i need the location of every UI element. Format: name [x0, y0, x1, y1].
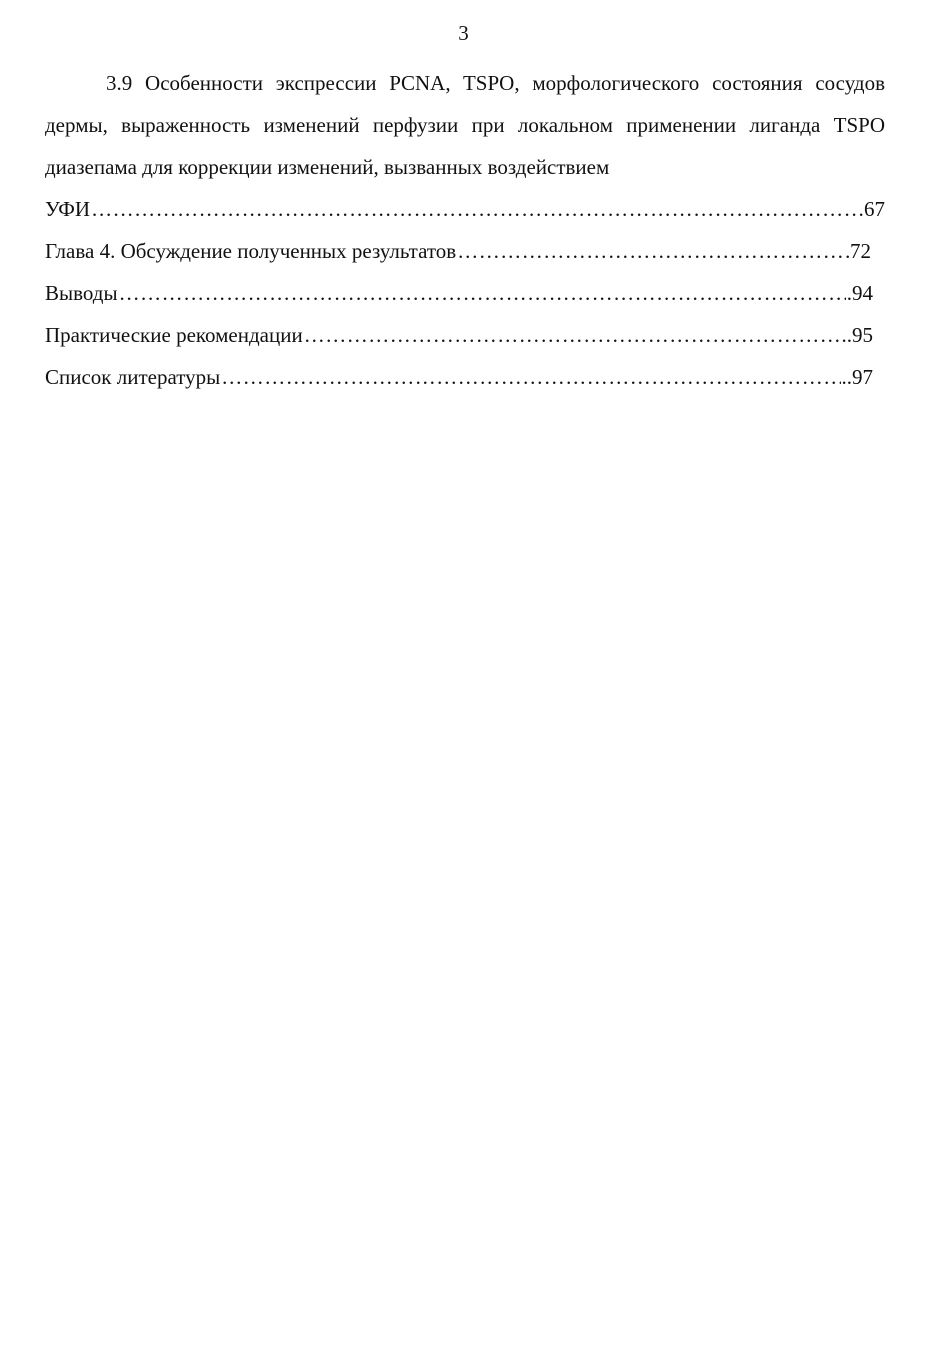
- toc-entry-chapter-4: [45, 230, 871, 272]
- toc-entry-3-9-page: 67: [864, 197, 885, 221]
- dot-leader: [457, 230, 849, 272]
- toc-entry-title: Список литературы: [45, 365, 221, 389]
- table-of-contents: [45, 62, 885, 398]
- toc-entry-3-9-last-word: УФИ: [45, 197, 91, 221]
- toc-entry-recommendations: [45, 314, 873, 356]
- toc-entry-title: Глава 4. Обсуждение полученных результатов: [45, 239, 457, 263]
- toc-entry-conclusions: [45, 272, 873, 314]
- toc-entry-3-9-last-line: [45, 188, 885, 230]
- toc-entry-title: Практические рекомендации: [45, 323, 303, 347]
- toc-entry-page: .94: [846, 281, 873, 305]
- toc-entry-page: ..95: [841, 323, 873, 347]
- dot-leader: [91, 188, 863, 230]
- page-number: 3: [458, 21, 469, 45]
- dot-leader: [119, 272, 846, 314]
- toc-entry-3-9-text: 3.9 Особенности экспрессии PCNA, TSPO, морфологического состояния сосудов дермы, выраженность изменений перфузии при локальном применении лиганда TSPO диазепама для коррекции изменений, вызванных воздействием: [45, 71, 885, 179]
- dot-leader: [221, 356, 840, 398]
- toc-entry-page: 72: [850, 239, 871, 263]
- toc-entry-page: ..97: [841, 365, 873, 389]
- dot-leader: [304, 314, 841, 356]
- toc-entry-title: Выводы: [45, 281, 118, 305]
- toc-entry-references: [45, 356, 873, 398]
